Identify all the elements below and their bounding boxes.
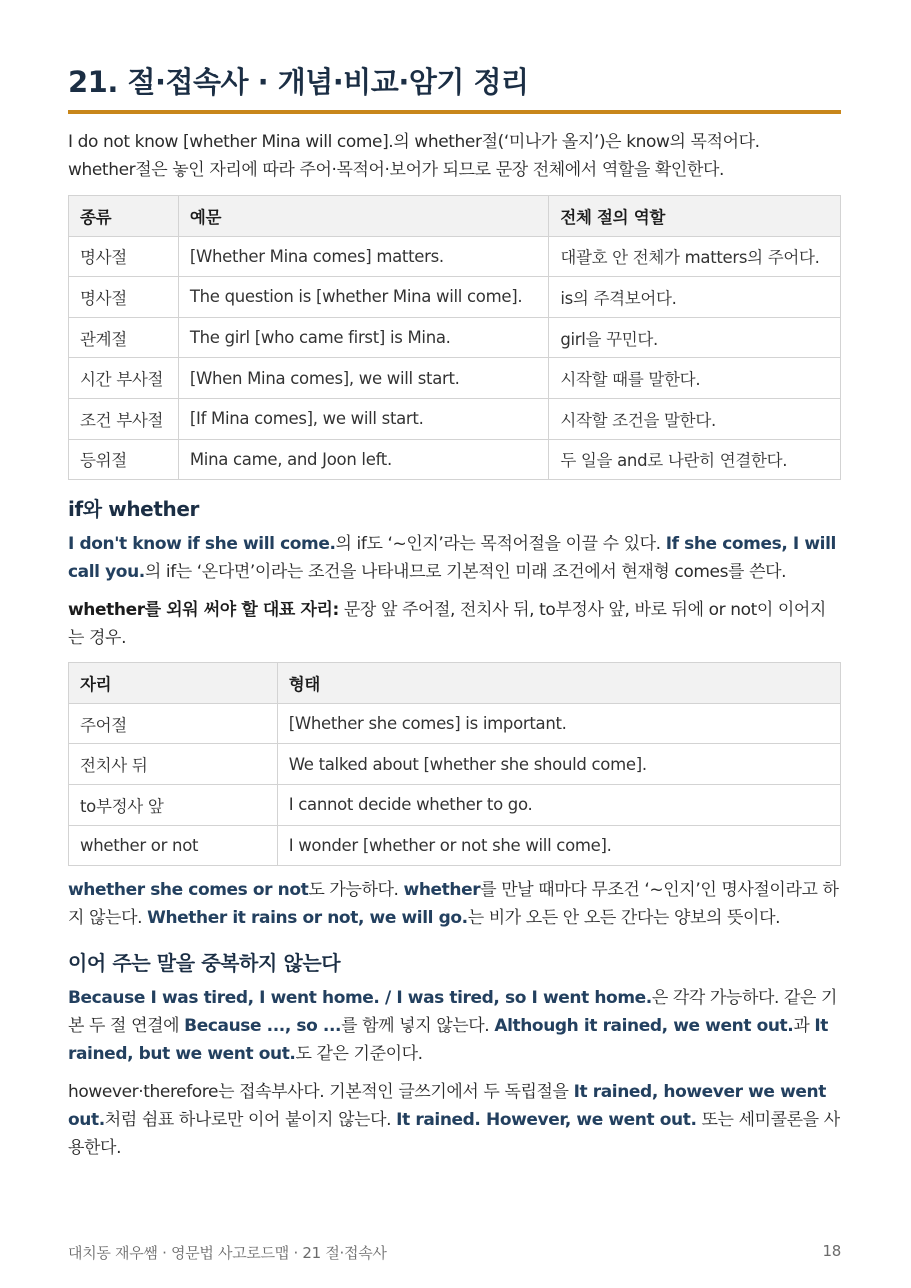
table-cell: The question is [whether Mina will come]. [178,277,548,318]
body-text: 문장 앞 주어절, 전치사 뒤, to부정사 앞, 바로 뒤에 or not이 이어지는 경우. [68,600,826,649]
body-text: 도 가능하다. [308,880,404,901]
table-cell: 대괄호 안 전체가 matters의 주어다. [549,236,841,277]
english-example: It rained. However, we went out. [396,1110,697,1131]
english-example: Because ..., so ... [184,1016,342,1037]
body-text: 도 같은 기준이다. [295,1044,423,1065]
body-text: 또는 세미콜론을 사용한다. [68,1110,840,1159]
title-rule [68,110,841,114]
table-row [69,439,841,480]
table-header-row [69,663,841,704]
english-example: It rained, but we went out. [68,1016,829,1065]
body-text: 처럼 쉼표 하나로만 이어 붙이지 않는다. [104,1110,397,1131]
table-row [69,825,841,866]
table-cell: [Whether Mina comes] matters. [178,236,548,277]
table-cell: We talked about [whether she should come]. [277,744,840,785]
english-example: Whether it rains or not, we will go. [147,908,468,929]
body-text: 은 각각 가능하다. 같은 기본 두 절 연결에 [68,988,838,1037]
body-text: 과 [793,1016,815,1037]
english-example: If she comes, I will call you. [68,534,836,583]
if-whether-paragraph [68,530,841,586]
table-cell: [When Mina comes], we will start. [178,358,548,399]
header-cell: 종류 [69,196,179,237]
intro-paragraph [68,128,841,184]
table-cell: 전치사 뒤 [69,744,278,785]
table-cell: girl을 꾸민다. [549,317,841,358]
table-cell: 시작할 조건을 말한다. [549,398,841,439]
bold-lead: whether를 외워 써야 할 대표 자리: [68,600,339,621]
body-text: however·therefore는 접속부사다. 기본적인 글쓰기에서 두 독립절을 [68,1082,574,1103]
table-cell: I wonder [whether or not she will come]. [277,825,840,866]
table-cell: 주어절 [69,703,278,744]
page-footer [68,1242,841,1263]
table-cell: I cannot decide whether to go. [277,784,840,825]
section-heading-if-whether: if와 whether [68,497,199,522]
table-row [69,703,841,744]
intro-sentence-1: I do not know [whether Mina will come].의 whether절(‘미나가 올지’)은 know의 목적어다. [68,132,760,152]
table-cell: 등위절 [69,439,179,480]
table-row [69,277,841,318]
body-text: 를 함께 넣지 않는다. [341,1016,495,1037]
intro-sentence-2: whether절은 놓인 자리에 따라 주어·목적어·보어가 되므로 문장 전체에서 역할을 확인한다. [68,160,724,180]
header-cell: 전체 절의 역할 [549,196,841,237]
table-cell: The girl [who came first] is Mina. [178,317,548,358]
table-row [69,317,841,358]
body-text: 를 만날 때마다 무조건 ‘~인지’인 명사절이라고 하지 않는다. [68,880,839,929]
page-number: 18 [822,1242,841,1260]
english-example: whether [403,880,481,901]
whether-position-table [68,662,841,866]
english-example: Although it rained, we went out. [494,1016,794,1037]
table-row [69,398,841,439]
table-cell: Mina came, and Joon left. [178,439,548,480]
table-row [69,784,841,825]
table-cell: 명사절 [69,277,179,318]
table-cell: [Whether she comes] is important. [277,703,840,744]
table-cell: 관계절 [69,317,179,358]
table-cell: 두 일을 and로 나란히 연결한다. [549,439,841,480]
conjunction-paragraph [68,984,841,1068]
english-example: I don't know if she will come. [68,534,336,555]
table-cell: 조건 부사절 [69,398,179,439]
header-cell: 예문 [178,196,548,237]
table-cell: to부정사 앞 [69,784,278,825]
table-cell: 시간 부사절 [69,358,179,399]
body-text: 의 if는 ‘온다면’이라는 조건을 나타내므로 기본적인 미래 조건에서 현재형 comes를 쓴다. [144,562,787,583]
clause-type-table [68,195,841,480]
table-row [69,358,841,399]
page-title: 21. 절·접속사 · 개념·비교·암기 정리 [68,65,529,99]
table-cell: 명사절 [69,236,179,277]
whether-positions-paragraph [68,596,841,652]
table-cell: [If Mina comes], we will start. [178,398,548,439]
table-header-row [69,196,841,237]
header-cell: 자리 [69,663,278,704]
whether-or-not-paragraph [68,876,841,932]
table-cell: is의 주격보어다. [549,277,841,318]
english-example: whether she comes or not [68,880,309,901]
conjunctive-adverb-paragraph [68,1078,841,1162]
table-cell: whether or not [69,825,278,866]
table-row [69,236,841,277]
table-cell: 시작할 때를 말한다. [549,358,841,399]
body-text: 의 if도 ‘~인지’라는 목적어절을 이끌 수 있다. [335,534,666,555]
header-cell: 형태 [277,663,840,704]
footer-title: 대치동 재우쌤 · 영문법 사고로드맵 · 21 절·접속사 [68,1244,387,1262]
body-text: 는 비가 오든 안 오든 간다는 양보의 뜻이다. [467,908,781,929]
section-heading-conjunctions: 이어 주는 말을 중복하지 않는다 [68,951,341,976]
document-page [68,60,841,1162]
english-example: It rained, however we went out. [68,1082,826,1131]
english-example: Because I was tired, I went home. / I was tired, so I went home. [68,988,652,1009]
table-row [69,744,841,785]
